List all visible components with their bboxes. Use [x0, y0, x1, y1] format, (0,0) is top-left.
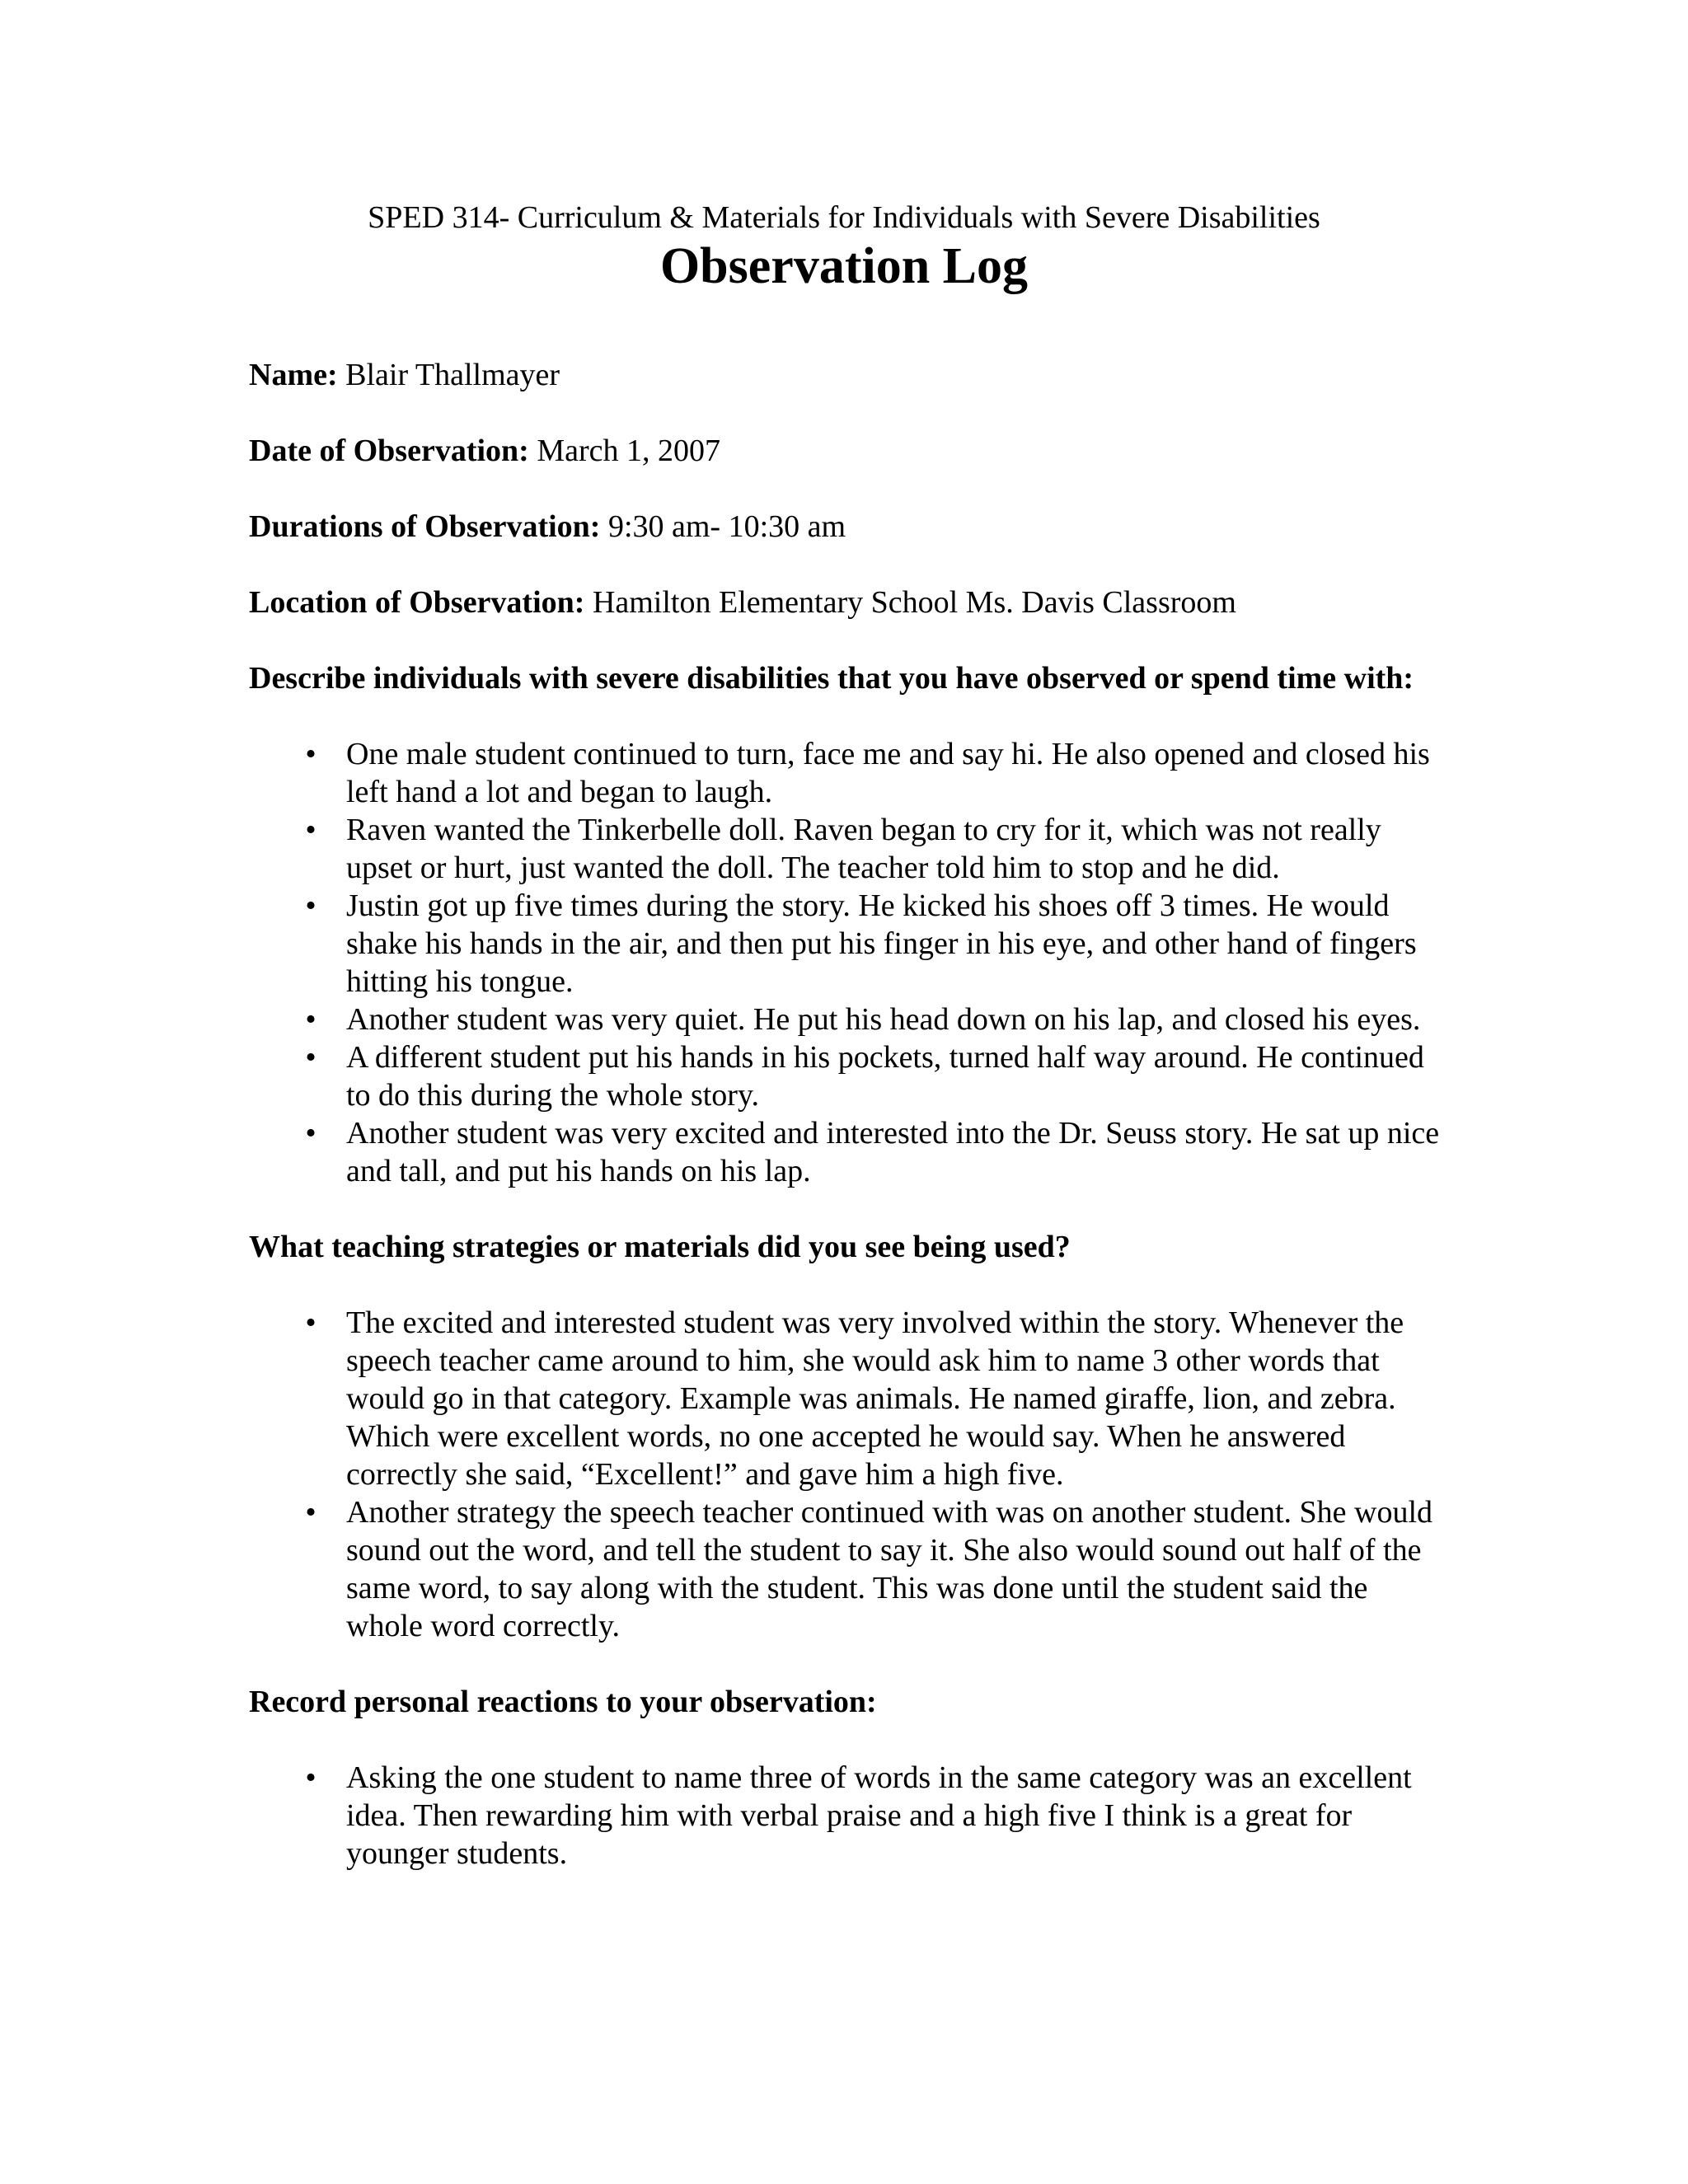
- duration-field: [249, 508, 1444, 546]
- list-item-text: Asking the one student to name three of words in the same category was an excellent idea. Then rewarding him with verbal praise and a high five I think is a great for younger students.: [346, 1760, 1412, 1871]
- bullet-icon: •: [305, 1040, 316, 1075]
- bullet-icon: •: [305, 813, 316, 847]
- list-item: [249, 735, 1444, 811]
- location-field: [249, 583, 1444, 621]
- field-value: 9:30 am- 10:30 am: [607, 509, 846, 544]
- section-question-individuals: Describe individuals with severe disabilities that you have observed or spend time with:: [249, 661, 1414, 696]
- document-body: [249, 356, 1444, 1910]
- bullet-icon: •: [305, 1305, 316, 1340]
- field-label: Location of Observation:: [249, 585, 585, 620]
- bullet-icon: •: [305, 1495, 316, 1530]
- bullet-icon: •: [305, 1116, 316, 1151]
- list-item-text: The excited and interested student was very involved within the story. Whenever the speech teacher came around to him, she would ask him to name 3 other words that would go in that category. Example was animals. He named giraffe, lion, and zebra. Which were excellent words, no one accepted he would say. When he answered correctly she said, “Excellent!” and gave him a high five.: [346, 1305, 1404, 1492]
- field-value: Hamilton Elementary School Ms. Davis Classroom: [592, 585, 1236, 620]
- field-value: Blair Thallmayer: [345, 358, 560, 392]
- bullet-icon: •: [305, 1002, 316, 1037]
- field-value: March 1, 2007: [537, 434, 721, 468]
- list-item-text: Another strategy the speech teacher continued with was on another student. She would sound out the word, and tell the student to say it. She also would sound out half of the same word, to say along with the student. This was done until the student said the whole word correctly.: [346, 1495, 1433, 1643]
- list-item: [249, 1304, 1444, 1493]
- page-title: Observation Log: [659, 238, 1029, 294]
- list-item-text: Raven wanted the Tinkerbelle doll. Raven began to cry for it, which was not really upset or hurt, just wanted the doll. The teacher told him to stop and he did.: [346, 813, 1381, 885]
- bullet-list-individuals: [249, 735, 1444, 1190]
- list-item-text: Another student was very excited and interested into the Dr. Seuss story. He sat up nice and tall, and put his hands on his lap.: [346, 1116, 1440, 1188]
- list-item: [249, 1001, 1444, 1038]
- section-question-reactions: Record personal reactions to your observation:: [249, 1685, 877, 1719]
- bullet-list-reactions: [249, 1759, 1444, 1872]
- section-question-strategies: What teaching strategies or materials did you see being used?: [249, 1230, 1071, 1264]
- name-field: [249, 356, 1444, 394]
- bullet-icon: •: [305, 737, 316, 771]
- list-item: [249, 887, 1444, 1001]
- list-item: [249, 1493, 1444, 1645]
- list-item-text: One male student continued to turn, face me and say hi. He also opened and closed his left hand a lot and began to laugh.: [346, 737, 1430, 809]
- bullet-icon: •: [305, 1760, 316, 1795]
- list-item-text: A different student put his hands in his pockets, turned half way around. He continued to do this during the whole story.: [346, 1040, 1424, 1113]
- field-label: Date of Observation:: [249, 434, 529, 468]
- date-field: [249, 432, 1444, 470]
- list-item: [249, 1114, 1444, 1190]
- bullet-list-strategies: [249, 1304, 1444, 1645]
- bullet-icon: •: [305, 888, 316, 923]
- list-item: [249, 811, 1444, 887]
- list-item-text: Another student was very quiet. He put his head down on his lap, and closed his eyes.: [346, 1002, 1421, 1037]
- course-title: SPED 314- Curriculum & Materials for Individuals with Severe Disabilities: [368, 200, 1320, 235]
- list-item: [249, 1759, 1444, 1872]
- list-item-text: Justin got up five times during the story. He kicked his shoes off 3 times. He would shake his hands in the air, and then put his finger in his eye, and other hand of fingers hitting his tongue.: [346, 888, 1417, 999]
- list-item: [249, 1038, 1444, 1114]
- field-label: Name:: [249, 358, 338, 392]
- field-label: Durations of Observation:: [249, 509, 601, 544]
